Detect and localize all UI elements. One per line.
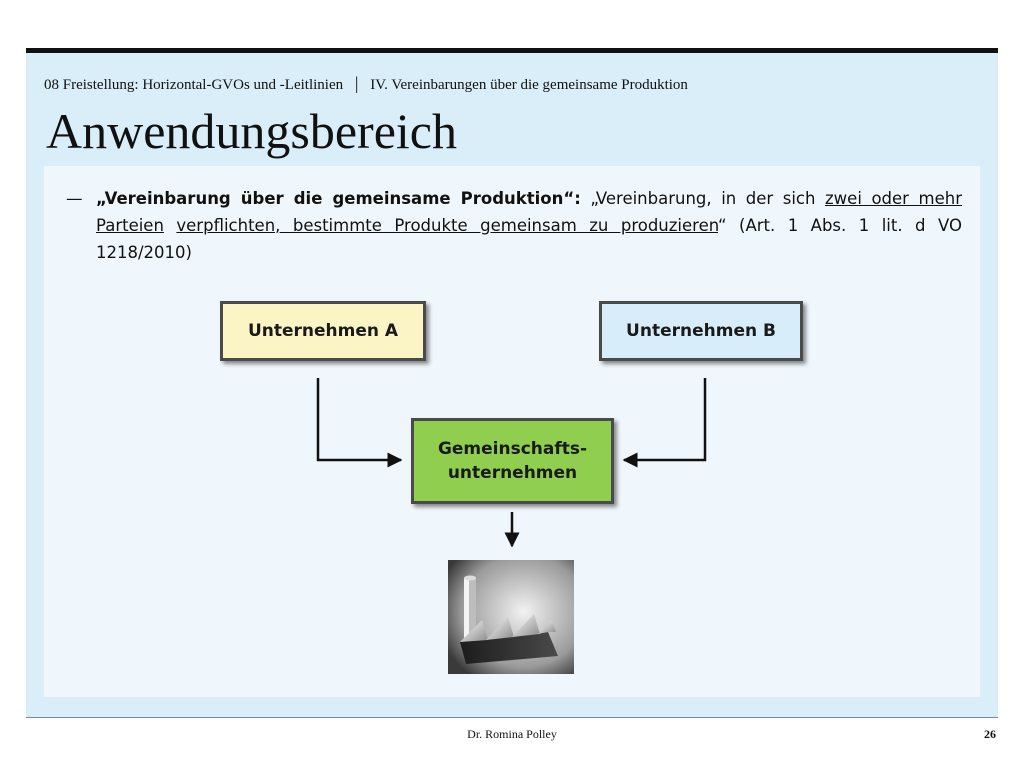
definition-part-1: „Vereinbarung, in der sich: [580, 189, 826, 208]
joint-venture-label-line1: Gemeinschafts-: [437, 439, 588, 459]
content-panel: [44, 166, 980, 697]
breadcrumb: [44, 73, 688, 94]
definition-underline-2: verpflichten, bestimmte Produkte gemeinsam zu produzieren: [176, 216, 718, 235]
footer-author: Dr. Romina Polley: [467, 727, 557, 741]
bullet-dash: —: [66, 189, 83, 208]
breadcrumb-section: 08 Freistellung: Horizontal-GVOs und -Leitlinien: [44, 77, 344, 93]
definition-underline-1: zwei oder mehr Parteien: [96, 189, 962, 235]
arrow-b-to-joint: [624, 378, 705, 460]
page-number: 26: [984, 727, 996, 741]
company-a-label: Unternehmen A: [247, 321, 399, 341]
definition-part-3: “ (Art. 1 Abs. 1 lit. d VO 1218/2010): [96, 216, 962, 262]
factory-icon: [448, 560, 574, 674]
breadcrumb-subsection: IV. Vereinbarungen über die gemeinsame Produktion: [370, 77, 688, 93]
company-b-label: Unternehmen B: [626, 321, 776, 341]
definition-term: „Vereinbarung über die gemeinsame Produktion“:: [96, 189, 581, 208]
page-title: Anwendungsbereich: [46, 103, 457, 159]
breadcrumb-separator: |: [354, 73, 359, 93]
joint-venture-label-line2: unternehmen: [447, 463, 578, 483]
arrow-a-to-joint: [318, 378, 401, 460]
slide: [26, 48, 998, 718]
